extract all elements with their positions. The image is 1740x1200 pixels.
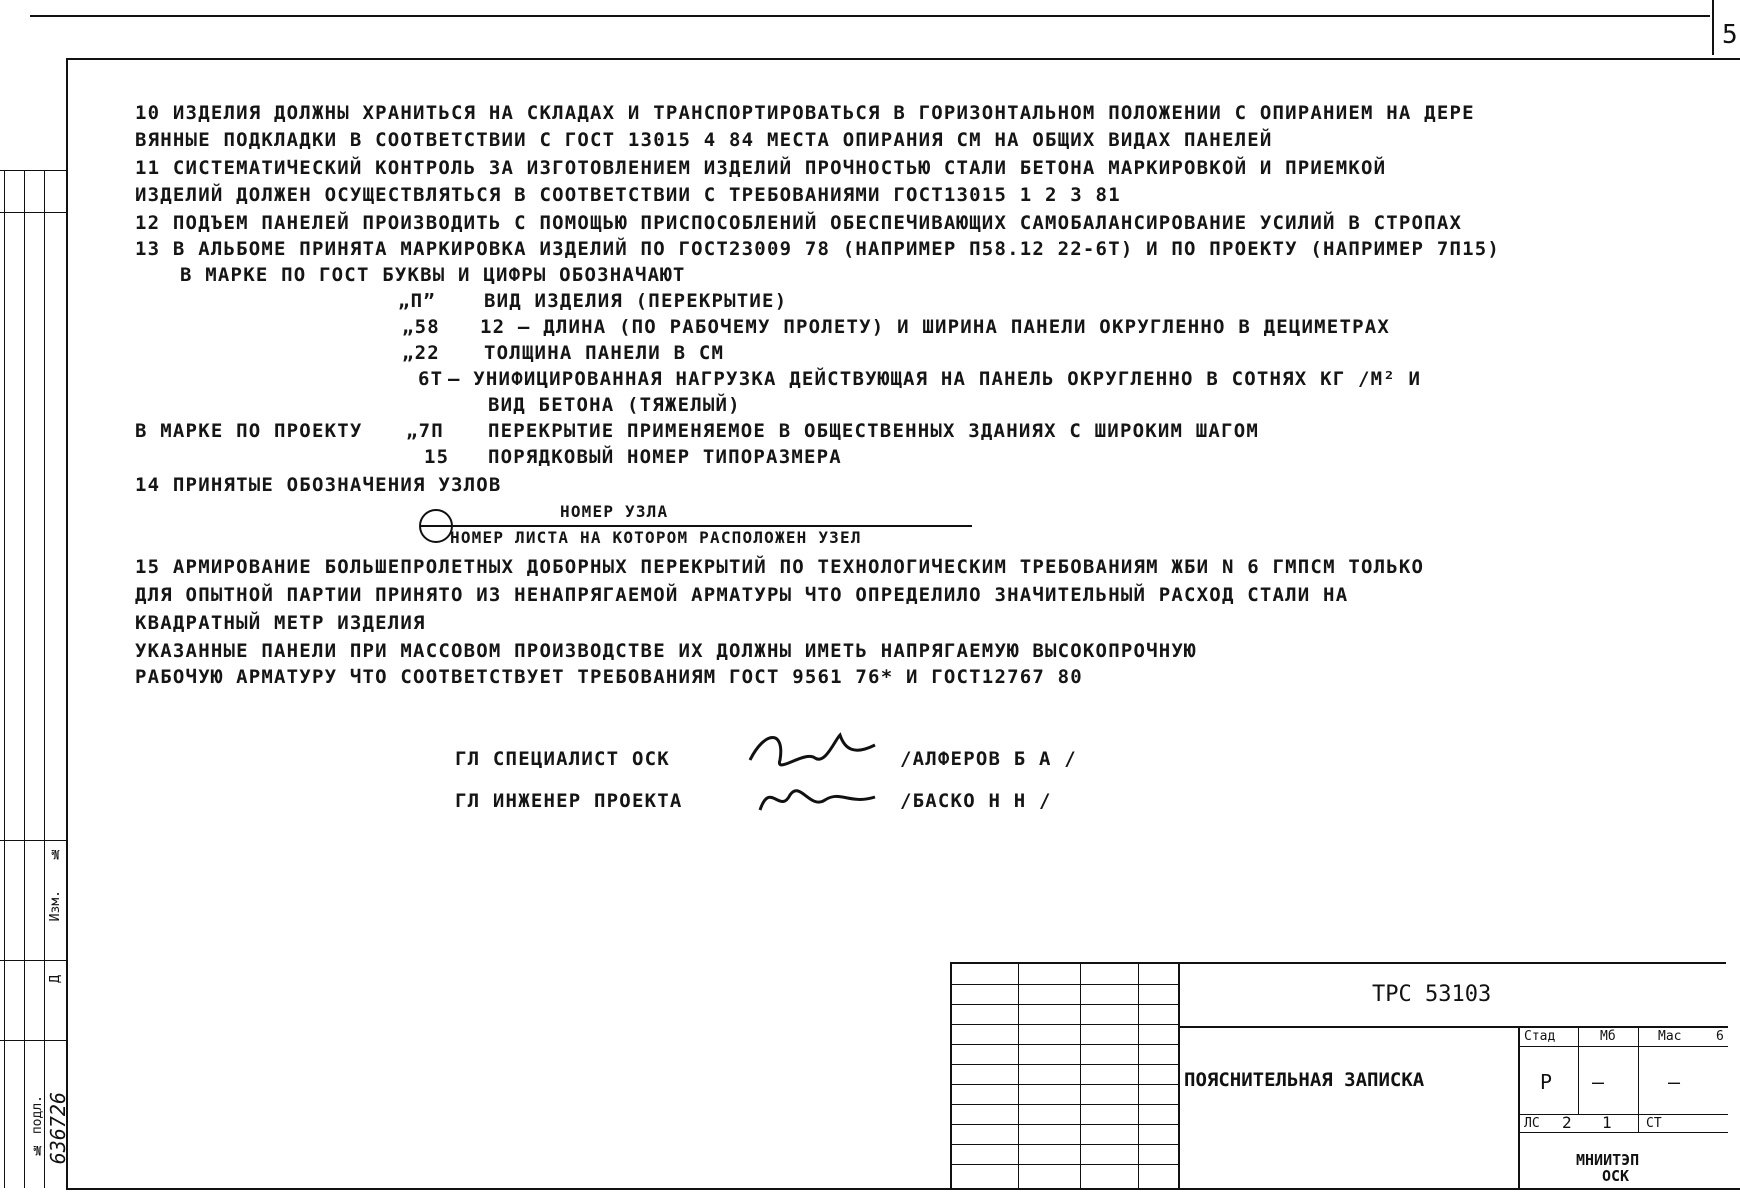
legend-text-2: ТОЛЩИНА ПАНЕЛИ В СМ: [484, 342, 725, 364]
scale-digit: 6: [1716, 1029, 1724, 1044]
project-text-0: ПЕРЕКРЫТИЕ ПРИМЕНЯЕМОЕ В ОБЩЕСТВЕННЫХ ЗДАНИЯХ С ШИРОКИМ ШАГОМ: [488, 420, 1259, 442]
project-code-0: „7П: [406, 420, 444, 442]
sheet-value: 2: [1562, 1113, 1572, 1132]
note15-line-2: КВАДРАТНЫЙ МЕТР ИЗДЕЛИЯ: [135, 612, 426, 634]
project-code-1: 15: [424, 446, 450, 468]
inventory-number: 636726: [46, 1092, 70, 1165]
project-mark-label: В МАРКЕ ПО ПРОЕКТУ: [135, 420, 363, 442]
margin-col-label-0: №: [48, 846, 63, 861]
sheets-value: 1: [1602, 1113, 1612, 1132]
note-line-5: 13 В АЛЬБОМЕ ПРИНЯТА МАРКИРОВКА ИЗДЕЛИЙ ПО ГОСТ23009 78 (НАПРИМЕР П58.12 22-6Т) И ПО ПРОЕКТУ (НАПРИМЕР 7П15): [135, 238, 1501, 260]
sheet-label: ЛС: [1524, 1116, 1540, 1131]
legend-text-3: – УНИФИЦИРОВАННАЯ НАГРУЗКА ДЕЙСТВУЮЩАЯ НА ПАНЕЛЬ ОКРУГЛЕННО В СОТНЯХ КГ /М² И: [448, 368, 1422, 390]
frame-left: [66, 58, 68, 1188]
stage-value: Р: [1540, 1070, 1553, 1094]
page-number: 5: [1722, 20, 1738, 50]
scale-label: Мас: [1658, 1029, 1682, 1044]
note-line-6: В МАРКЕ ПО ГОСТ БУКВЫ И ЦИФРЫ ОБОЗНАЧАЮТ: [180, 264, 686, 286]
signature-role-0: ГЛ СПЕЦИАЛИСТ ОСК: [455, 748, 670, 770]
doc-code: ТРС 53103: [1372, 982, 1492, 1007]
org-sub: ОСК: [1602, 1167, 1630, 1185]
note15-line-4: РАБОЧУЮ АРМАТУРУ ЧТО СООТВЕТСТВУЕТ ТРЕБОВАНИЯМ ГОСТ 9561 76* И ГОСТ12767 80: [135, 666, 1083, 688]
legend-text-1: 12 – ДЛИНА (ПО РАБОЧЕМУ ПРОЛЕТУ) И ШИРИНА ПАНЕЛИ ОКРУГЛЕННО В ДЕЦИМЕТРАХ: [480, 316, 1391, 338]
mass-value: —: [1592, 1070, 1605, 1094]
note-line-4: 12 ПОДЪЕМ ПАНЕЛЕЙ ПРОИЗВОДИТЬ С ПОМОЩЬЮ ПРИСПОСОБЛЕНИЙ ОБЕСПЕЧИВАЮЩИХ САМОБАЛАНСИРОВАНИЕ УСИЛИЙ В СТРОПАХ: [135, 212, 1463, 234]
frame-bottom: [66, 1188, 1740, 1190]
frame-top: [66, 58, 1740, 60]
note-line-0: 10 ИЗДЕЛИЯ ДОЛЖНЫ ХРАНИТЬСЯ НА СКЛАДАХ И ТРАНСПОРТИРОВАТЬСЯ В ГОРИЗОНТАЛЬНОМ ПОЛОЖЕНИИ С ОПИРАНИЕМ НА ДЕРЕ: [135, 102, 1475, 124]
margin-col-label-2: Д: [48, 975, 63, 983]
sheets-label: СТ: [1646, 1116, 1662, 1131]
note15-line-0: 15 АРМИРОВАНИЕ БОЛЬШЕПРОЛЕТНЫХ ДОБОРНЫХ ПЕРЕКРЫТИЙ ПО ТЕХНОЛОГИЧЕСКИМ ТРЕБОВАНИЯМ ЖБИ N 6 ГМПСМ ТОЛЬКО: [135, 556, 1425, 578]
legend-text-0: ВИД ИЗДЕЛИЯ (ПЕРЕКРЫТИЕ): [484, 290, 788, 312]
title-block: [950, 962, 1726, 1188]
legend-code-0: „П”: [398, 290, 436, 312]
signature-name-0: /АЛФЕРОВ Б А /: [900, 748, 1077, 770]
legend-code-3: 6Т: [418, 368, 444, 390]
legend-code-2: „22: [402, 342, 440, 364]
node-number-label: НОМЕР УЗЛА: [560, 502, 669, 521]
stage-label: Стад: [1524, 1029, 1556, 1044]
note15-line-3: УКАЗАННЫЕ ПАНЕЛИ ПРИ МАССОВОМ ПРОИЗВОДСТВЕ ИХ ДОЛЖНЫ ИМЕТЬ НАПРЯГАЕМУЮ ВЫСОКОПРОЧНУЮ: [135, 640, 1197, 662]
mass-label: Мб: [1600, 1029, 1616, 1044]
note-line-2: 11 СИСТЕМАТИЧЕСКИЙ КОНТРОЛЬ ЗА ИЗГОТОВЛЕНИЕМ ИЗДЕЛИЙ ПРОЧНОСТЬЮ СТАЛИ БЕТОНА МАРКИРОВКОЙ И ПРИЕМКОЙ: [135, 157, 1387, 179]
signature-role-1: ГЛ ИНЖЕНЕР ПРОЕКТА: [455, 790, 683, 812]
note15-line-1: ДЛЯ ОПЫТНОЙ ПАРТИИ ПРИНЯТО ИЗ НЕНАПРЯГАЕМОЙ АРМАТУРЫ ЧТО ОПРЕДЕЛИЛО ЗНАЧИТЕЛЬНЫЙ РАСХОД СТАЛИ НА: [135, 584, 1349, 606]
margin-col-label-1: Изм.: [48, 890, 63, 922]
org-name: МНИИТЭП: [1576, 1151, 1640, 1169]
doc-title: ПОЯСНИТЕЛЬНАЯ ЗАПИСКА: [1184, 1069, 1425, 1091]
top-border-line: [30, 15, 1710, 17]
note-line-1: ВЯННЫЕ ПОДКЛАДКИ В СООТВЕТСТВИИ С ГОСТ 13015 4 84 МЕСТА ОПИРАНИЯ СМ НА ОБЩИХ ВИДАХ ПАНЕЛЕЙ: [135, 129, 1273, 151]
scale-value: —: [1668, 1070, 1681, 1094]
note-14: 14 ПРИНЯТЫЕ ОБОЗНАЧЕНИЯ УЗЛОВ: [135, 474, 502, 496]
right-border-line: [1712, 0, 1714, 55]
node-sheet-label: НОМЕР ЛИСТА НА КОТОРОМ РАСПОЛОЖЕН УЗЕЛ: [450, 528, 862, 547]
project-text-1: ПОРЯДКОВЫЙ НОМЕР ТИПОРАЗМЕРА: [488, 446, 842, 468]
legend-code-1: „58: [402, 316, 440, 338]
legend-text-4: ВИД БЕТОНА (ТЯЖЕЛЫЙ): [488, 394, 741, 416]
signature-name-1: /БАСКО Н Н /: [900, 790, 1052, 812]
note-line-3: ИЗДЕЛИЙ ДОЛЖЕН ОСУЩЕСТВЛЯТЬСЯ В СООТВЕТСТВИИ С ТРЕБОВАНИЯМИ ГОСТ13015 1 2 3 81: [135, 184, 1121, 206]
inventory-label: № подл.: [30, 1095, 45, 1157]
signature-scribble-1: [755, 775, 885, 829]
